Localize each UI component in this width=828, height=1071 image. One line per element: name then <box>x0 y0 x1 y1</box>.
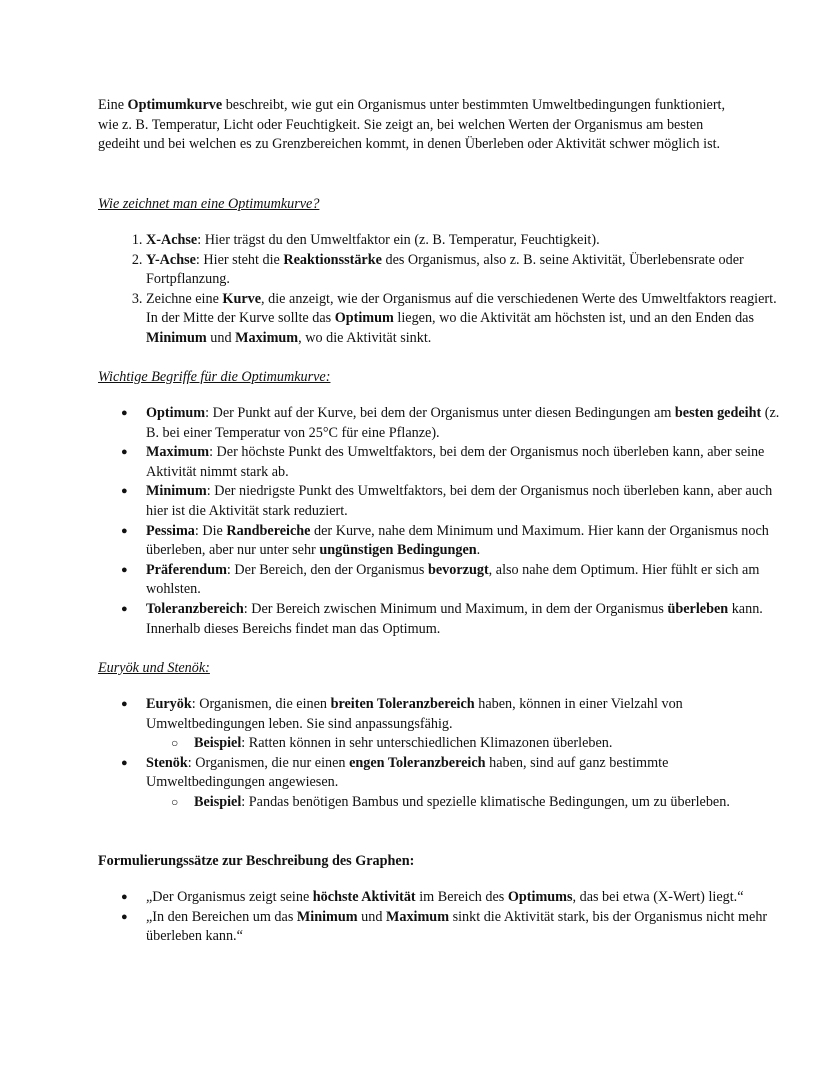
list-item: ● Pessima: Die Randbereiche der Kurve, nahe dem Minimum und Maximum. Hier kann der Organismus noch überleben, aber nur unter sehr ungünstigen Bedingungen. <box>146 522 786 561</box>
euryoek-stenoek-list <box>98 695 786 813</box>
list-item: ● Minimum: Der niedrigste Punkt des Umweltfaktors, bei dem der Organismus noch überleben kann, aber auch hier ist die Aktivität stark reduziert. <box>146 482 786 521</box>
sub-list <box>146 793 786 813</box>
list-item: 2. Y-Achse: Hier steht die Reaktionsstärke des Organismus, also z. B. seine Aktivität, Überlebensrate oder Fortpflanzung. <box>146 251 786 290</box>
list-item: ● „In den Bereichen um das Minimum und Maximum sinkt die Aktivität stark, bis der Organismus nicht mehr überleben kann.“ <box>146 908 786 947</box>
sub-list-item: ○ Beispiel: Ratten können in sehr unterschiedlichen Klimazonen überleben. <box>194 734 786 754</box>
list-item: 3. Zeichne eine Kurve, die anzeigt, wie der Organismus auf die verschiedenen Werte des Umweltfaktors reagiert. In der Mitte der Kurve sollte das Optimum liegen, wo die Aktivität am höchsten ist, und an den Enden das Minimum und Maximum, wo die Aktivität sinkt. <box>146 290 786 349</box>
list-item: ● Maximum: Der höchste Punkt des Umweltfaktors, bei dem der Organismus noch überleben kann, aber seine Aktivität nimmt stark ab. <box>146 443 786 482</box>
sub-list-item: ○ Beispiel: Pandas benötigen Bambus und spezielle klimatische Bedingungen, um zu überleben. <box>194 793 786 813</box>
section-heading-euryoek-stenoek: Euryök und Stenök: <box>98 660 210 676</box>
drawing-steps-list <box>98 231 786 349</box>
intro-paragraph: Eine Optimumkurve beschreibt, wie gut ein Organismus unter bestimmten Umweltbedingungen funktioniert, wie z. B. Temperatur, Licht oder Feuchtigkeit. Sie zeigt an, bei welchen Werten der Organismus am besten gedeiht und bei welchen es zu Grenzbereichen kommt, in denen Überleben oder Aktivität schwer möglich ist. <box>98 97 726 153</box>
section-heading-terms: Wichtige Begriffe für die Optimumkurve: <box>98 369 331 385</box>
list-item: ● Präferendum: Der Bereich, den der Organismus bevorzugt, also nahe dem Optimum. Hier fühlt er sich am wohlsten. <box>146 561 786 600</box>
list-item: ● Stenök: Organismen, die nur einen engen Toleranzbereich haben, sind auf ganz bestimmte Umweltbedingungen angewiesen. ○ Beispiel: Pandas benötigen Bambus und spezielle klimatische Bedingungen, um zu überleben. <box>146 754 786 813</box>
list-item: ● „Der Organismus zeigt seine höchste Aktivität im Bereich des Optimums, das bei etwa (X-Wert) liegt.“ <box>146 888 786 908</box>
list-item: ● Optimum: Der Punkt auf der Kurve, bei dem der Organismus unter diesen Bedingungen am besten gedeiht (z. B. bei einer Temperatur von 25°C für eine Pflanze). <box>146 404 786 443</box>
list-item: ● Toleranzbereich: Der Bereich zwischen Minimum und Maximum, in dem der Organismus überleben kann. Innerhalb dieses Bereichs findet man das Optimum. <box>146 600 786 639</box>
phrases-list <box>98 888 786 947</box>
list-item: 1. X-Achse: Hier trägst du den Umweltfaktor ein (z. B. Temperatur, Feuchtigkeit). <box>146 231 786 251</box>
section-heading-phrases: Formulierungssätze zur Beschreibung des Graphen: <box>98 853 415 869</box>
sub-list <box>146 734 786 754</box>
list-item: ● Euryök: Organismen, die einen breiten Toleranzbereich haben, können in einer Vielzahl von Umweltbedingungen leben. Sie sind anpassungsfähig. ○ Beispiel: Ratten können in sehr unterschiedlichen Klimazonen überleben. <box>146 695 786 754</box>
section-heading-drawing: Wie zeichnet man eine Optimumkurve? <box>98 196 320 212</box>
terms-list <box>98 404 786 639</box>
